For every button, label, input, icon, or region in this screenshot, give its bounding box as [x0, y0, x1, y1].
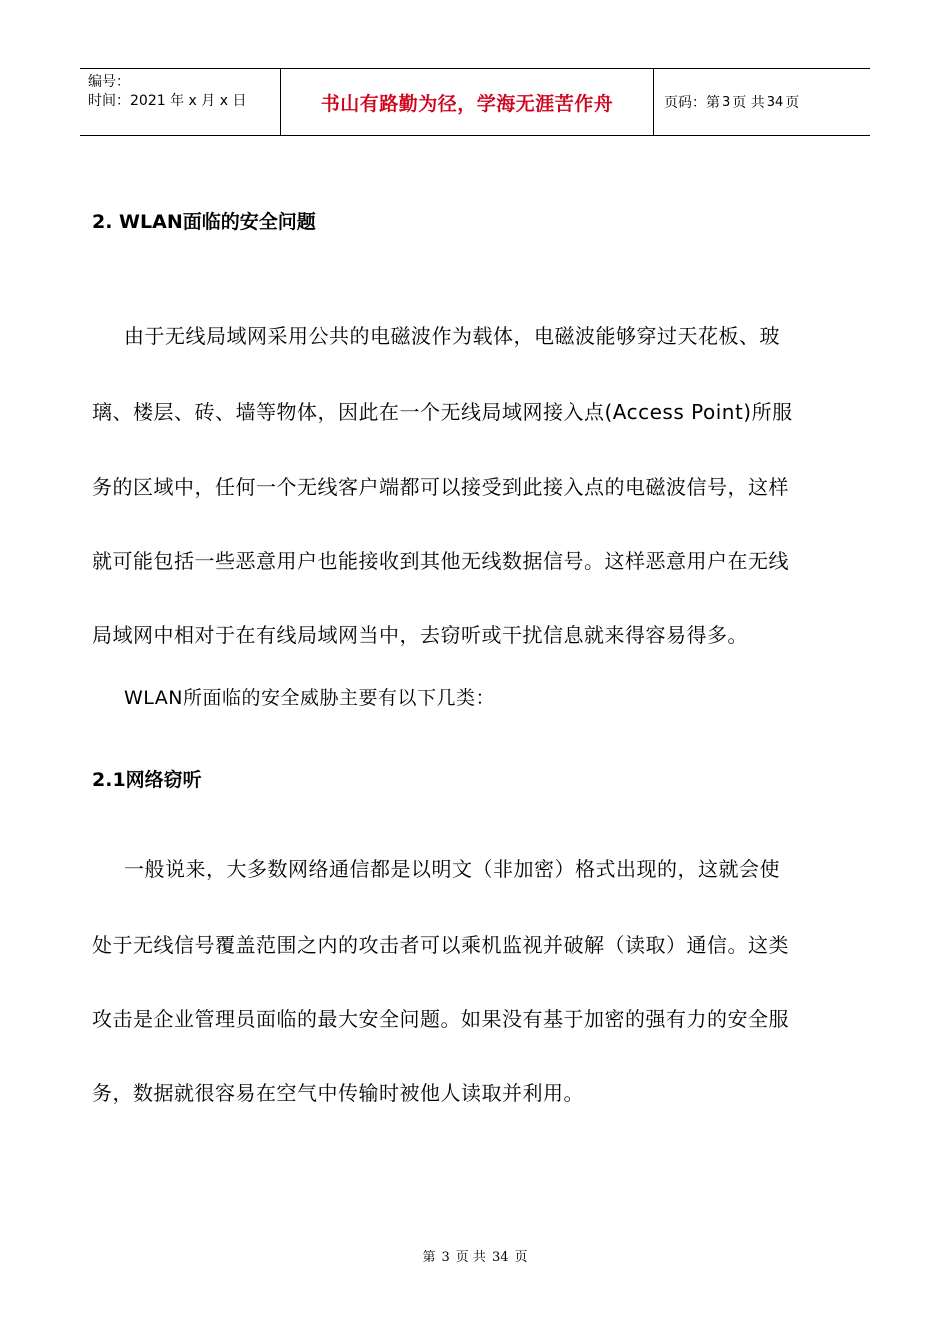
header-motto: 书山有路勤为径，学海无涯苦作舟	[281, 69, 654, 135]
page-total: 34	[766, 94, 784, 110]
footer-mid: 页 共	[455, 1250, 486, 1265]
paragraph-line: 攻击是企业管理员面临的最大安全问题。如果没有基于加密的强有力的安全服	[92, 1007, 789, 1031]
footer-suffix: 页	[514, 1250, 528, 1265]
paragraph-line: 璃、楼层、砖、墙等物体，因此在一个无线局域网接入点(Access Point)所服	[92, 400, 793, 424]
footer-current: 3	[441, 1250, 450, 1265]
paragraph-line: 处于无线信号覆盖范围之内的攻击者可以乘机监视并破解（读取）通信。这类	[92, 933, 789, 957]
paragraph-line: 务的区域中，任何一个无线客户端都可以接受到此接入点的电磁波信号，这样	[92, 475, 789, 499]
page-current: 3	[722, 94, 731, 110]
page-label-prefix: 页码：第	[664, 95, 720, 111]
page-label-suffix: 页	[785, 95, 800, 111]
paragraph-line: 由于无线局域网采用公共的电磁波作为载体，电磁波能够穿过天花板、玻	[124, 324, 780, 348]
threats-intro: WLAN所面临的安全威胁主要有以下几类：	[124, 687, 496, 709]
header-meta	[80, 69, 281, 135]
paragraph-line: 一般说来，大多数网络通信都是以明文（非加密）格式出现的，这就会使	[124, 857, 780, 881]
footer-prefix: 第	[422, 1250, 436, 1265]
page-header	[80, 68, 870, 136]
document-time-label: 时间：2021 年 x 月 x 日	[88, 93, 247, 109]
section-2-heading: 2. WLAN面临的安全问题	[92, 211, 316, 233]
document-number-label: 编号：	[88, 74, 130, 90]
header-page-number	[654, 69, 870, 135]
footer-total: 34	[491, 1250, 509, 1265]
paragraph-line: 局域网中相对于在有线局域网当中，去窃听或干扰信息就来得容易得多。	[92, 623, 748, 647]
section-2-1-heading: 2.1网络窃听	[92, 769, 202, 791]
page-footer	[0, 1246, 950, 1265]
paragraph-line: 就可能包括一些恶意用户也能接收到其他无线数据信号。这样恶意用户在无线	[92, 549, 789, 573]
page-label-mid: 页 共	[732, 95, 765, 111]
paragraph-line: 务，数据就很容易在空气中传输时被他人读取并利用。	[92, 1081, 584, 1105]
